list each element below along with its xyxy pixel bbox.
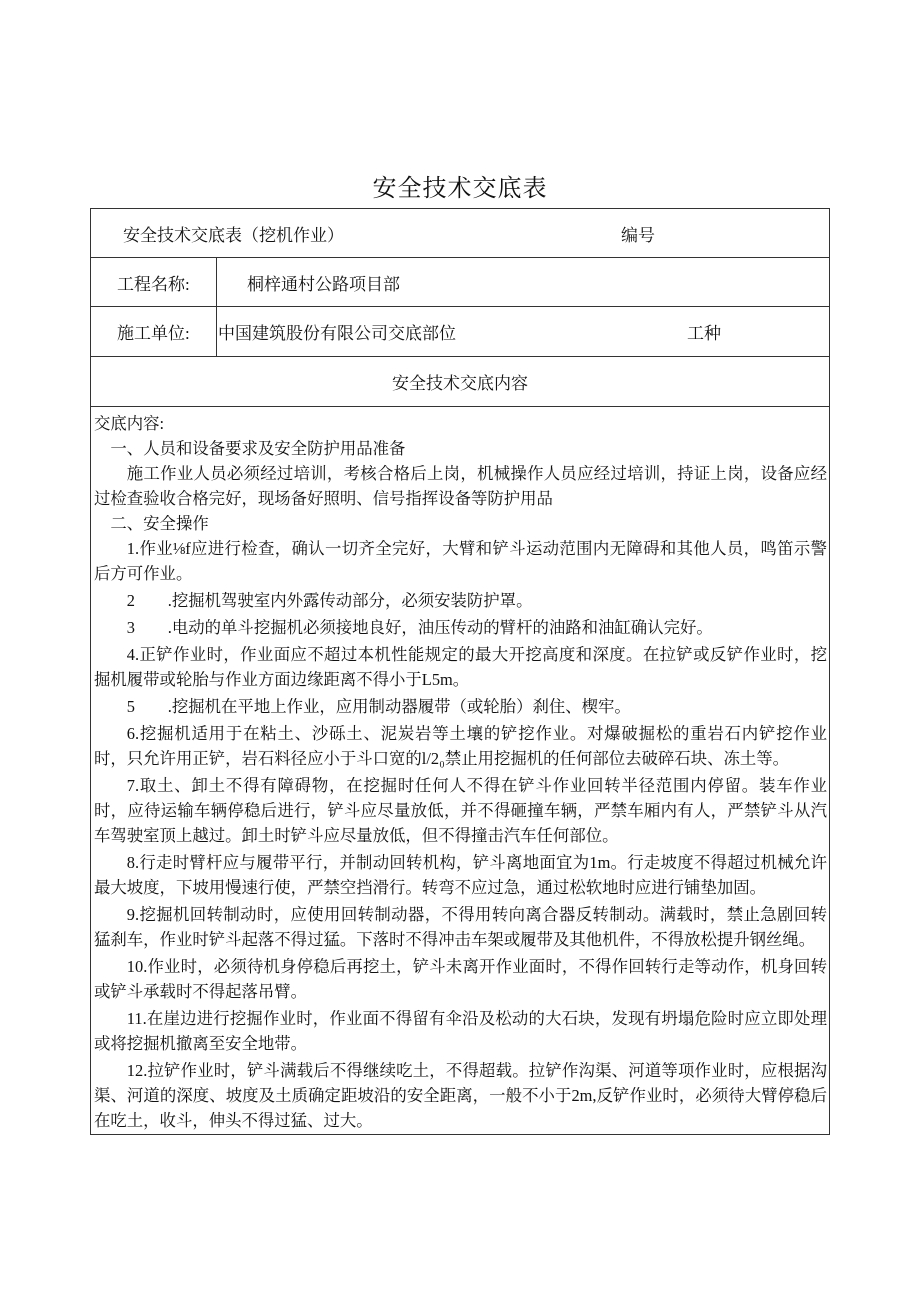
page-title: 安全技术交底表: [372, 176, 548, 202]
disclosure-content: [91, 407, 829, 1133]
rule-item: 6.挖掘机适用于在粘土、沙砾土、泥炭岩等土壤的铲挖作业。对爆破掘松的重岩石内铲挖作业时，只允许用正铲，岩石料径应小于斗口宽的l/2₀禁止用挖掘机的任何部位去破碎石块、冻土等。: [94, 724, 827, 768]
form-header-row: [91, 209, 829, 258]
rule-item: 7.取土、卸土不得有障碍物，在挖掘时任何人不得在铲斗作业回转半径范围内停留。装车作业时，应待运输车辆停稳后进行，铲斗应尽量放低，并不得砸撞车辆，严禁车厢内有人，严禁铲斗从汽车驾驶室顶上越过。卸土时铲斗应尽量放低，但不得撞击汽车任何部位。: [94, 776, 827, 845]
unit-label: 施工单位:: [117, 324, 190, 343]
intro-label: 交底内容:: [94, 414, 165, 433]
unit-row: [91, 307, 829, 357]
number-label: 编号: [621, 225, 655, 245]
project-row: [91, 258, 829, 307]
section-1-body: 施工作业人员必须经过培训，考核合格后上岗，机械操作人员应经过培训，持证上岗，设备应经过检查验收合格完好，现场备好照明、信号指挥设备等防护用品: [94, 464, 827, 508]
section-2-title: 二、安全操作: [110, 514, 209, 533]
rule-item: 4.正铲作业时，作业面应不超过本机性能规定的最大开挖高度和深度。在拉铲或反铲作业时，挖掘机履带或轮胎与作业方面边缘距离不得小于L5m。: [94, 645, 827, 689]
rule-item: 8.行走时臂杆应与履带平行，并制动回转机构，铲斗离地面宜为1m。行走坡度不得超过机械允许最大坡度，下坡用慢速行使，严禁空挡滑行。转弯不应过急，通过松软地时应进行铺垫加固。: [94, 853, 827, 897]
disclosure-table: [90, 208, 830, 1135]
section-title-row: [91, 357, 829, 407]
project-value: 桐梓通村公路项目部: [247, 274, 400, 294]
unit-value: 中国建筑股份有限公司交底部位: [218, 324, 456, 343]
trade-label: 工种: [687, 324, 721, 343]
rule-item: 5 .挖掘机在平地上作业，应用制动器履带（或轮胎）刹住、楔牢。: [126, 697, 631, 716]
column-divider: [216, 258, 217, 306]
column-divider: [216, 307, 217, 356]
rule-item: 1.作业⅛f应进行检查，确认一切齐全完好，大臂和铲斗运动范围内无障碍和其他人员，鸣笛示警后方可作业。: [94, 539, 827, 583]
rule-item: 12.拉铲作业时，铲斗满载后不得继续吃土，不得超载。拉铲作沟渠、河道等项作业时，应根据沟渠、河道的深度、坡度及土质确定距坡沿的安全距离，一般不小于2m,反铲作业时，必须待大臂停稳后在吃土，收斗，伸头不得过猛、过大。: [94, 1061, 827, 1130]
rule-item: 9.挖掘机回转制动时，应使用回转制动器，不得用转向离合器反转制动。满载时，禁止急剧回转猛刹车，作业时铲斗起落不得过猛。下落时不得冲击车架或履带及其他机件，不得放松提升钢丝绳。: [94, 905, 827, 949]
rule-item: 3 .电动的单斗挖掘机必须接地良好，油压传动的臂杆的油路和油缸确认完好。: [126, 618, 713, 637]
section-title: 安全技术交底内容: [392, 374, 528, 393]
rule-item: 11.在崖边进行挖掘作业时，作业面不得留有伞沿及松动的大石块，发现有坍塌危险时应立即处理或将挖掘机撤离至安全地带。: [94, 1009, 827, 1053]
section-1-title: 一、人员和设备要求及安全防护用品准备: [110, 439, 406, 458]
rule-item: 10.作业时，必须待机身停稳后再挖土，铲斗未离开作业面时，不得作回转行走等动作，机身回转或铲斗承载时不得起落吊臂。: [94, 957, 827, 1001]
rule-item: 2 .挖掘机驾驶室内外露传动部分，必须安装防护罩。: [126, 591, 533, 610]
project-label: 工程名称:: [117, 274, 190, 294]
form-name: 安全技术交底表（挖机作业）: [123, 225, 344, 245]
